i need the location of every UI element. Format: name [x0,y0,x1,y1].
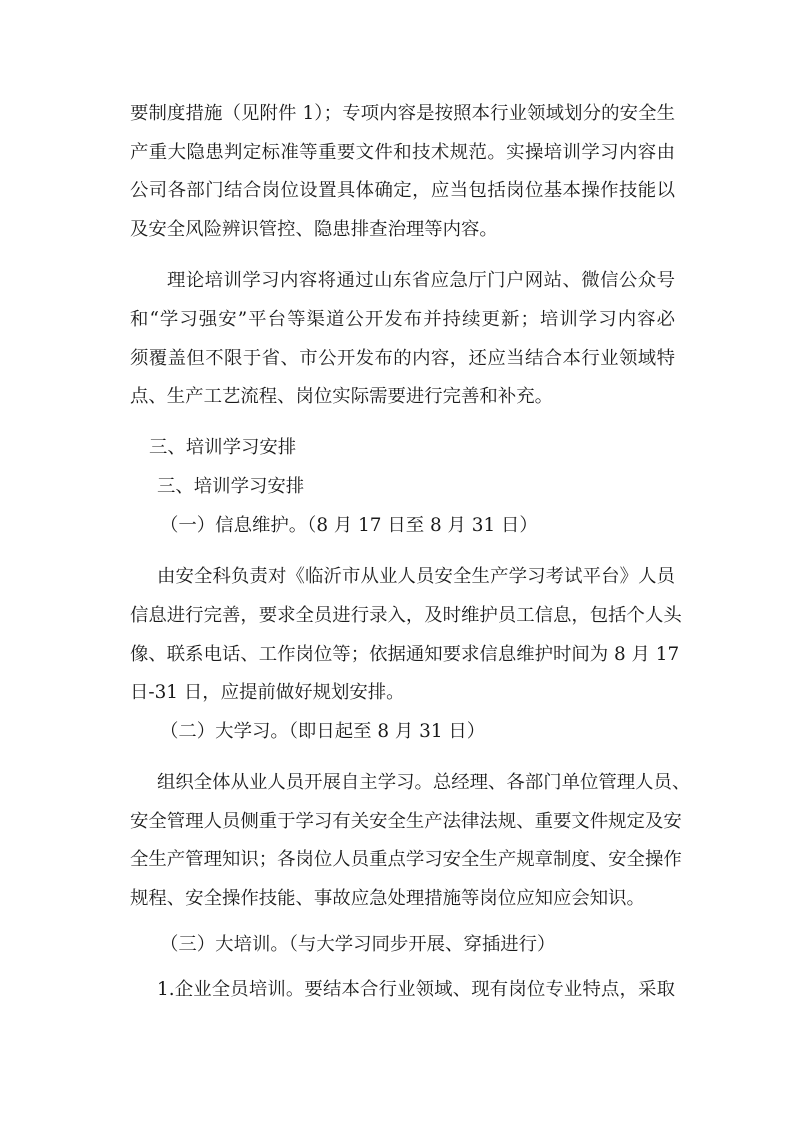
paragraph-3-line-3: 像、联系电话、工作岗位等；依据通知要求信息维护时间为 8 月 17 [130,644,680,665]
paragraph-2-line-2: 和“学习强安”平台等渠道公开发布并持续更新；培训学习内容必 [130,309,675,330]
paragraph-2-line-4: 点、生产工艺流程、岗位实际需要进行完善和补充。 [130,386,553,407]
paragraph-5-line-1: 1.企业全员培训。要结本合行业领域、现有岗位专业特点，采取 [157,979,675,1000]
section-heading-2: 三、培训学习安排 [157,476,305,497]
paragraph-2-line-1: 理论培训学习内容将通过山东省应急厅门户网站、微信公众号 [167,270,675,291]
paragraph-1-line-1: 要制度措施（见附件 1）；专项内容是按照本行业领域划分的安全生 [130,103,675,124]
paragraph-3-line-4: 日-31 日，应提前做好规划安排。 [130,682,405,703]
subsection-heading-big-training: （三）大培训。（与大学习同步开展、穿插进行） [160,934,556,955]
paragraph-4-line-3: 全生产管理知识；各岗位人员重点学习安全生产规章制度、安全操作 [130,849,682,870]
paragraph-4-line-2: 安全管理人员侧重于学习有关安全生产法律法规、重要文件规定及安 [130,811,682,832]
paragraph-4-line-1: 组织全体从业人员开展自主学习。总经理、各部门单位管理人员、 [157,772,691,793]
paragraph-1-line-3: 公司各部门结合岗位设置具体确定，应当包括岗位基本操作技能以 [130,180,675,201]
paragraph-3-line-1: 由安全科负责对《临沂市从业人员安全生产学习考试平台》人员 [157,566,675,587]
subsection-heading-big-study: （二）大学习。（即日起至 8 月 31 日） [160,721,486,742]
paragraph-1-line-4: 及安全风险辨识管控、隐患排查治理等内容。 [130,219,498,240]
section-heading-1: 三、培训学习安排 [149,437,297,458]
paragraph-3-line-2: 信息进行完善，要求全员进行录入，及时维护员工信息，包括个人头 [130,605,682,626]
paragraph-4-line-4: 规程、安全操作技能、事故应急处理措施等岗位应知应会知识。 [130,888,645,909]
subsection-heading-info-maintenance: （一）信息维护。（8 月 17 日至 8 月 31 日） [160,515,538,536]
paragraph-2-line-3: 须覆盖但不限于省、市公开发布的内容，还应当结合本行业领域特 [130,348,675,369]
paragraph-1-line-2: 产重大隐患判定标准等重要文件和技术规范。实操培训学习内容由 [130,142,675,163]
